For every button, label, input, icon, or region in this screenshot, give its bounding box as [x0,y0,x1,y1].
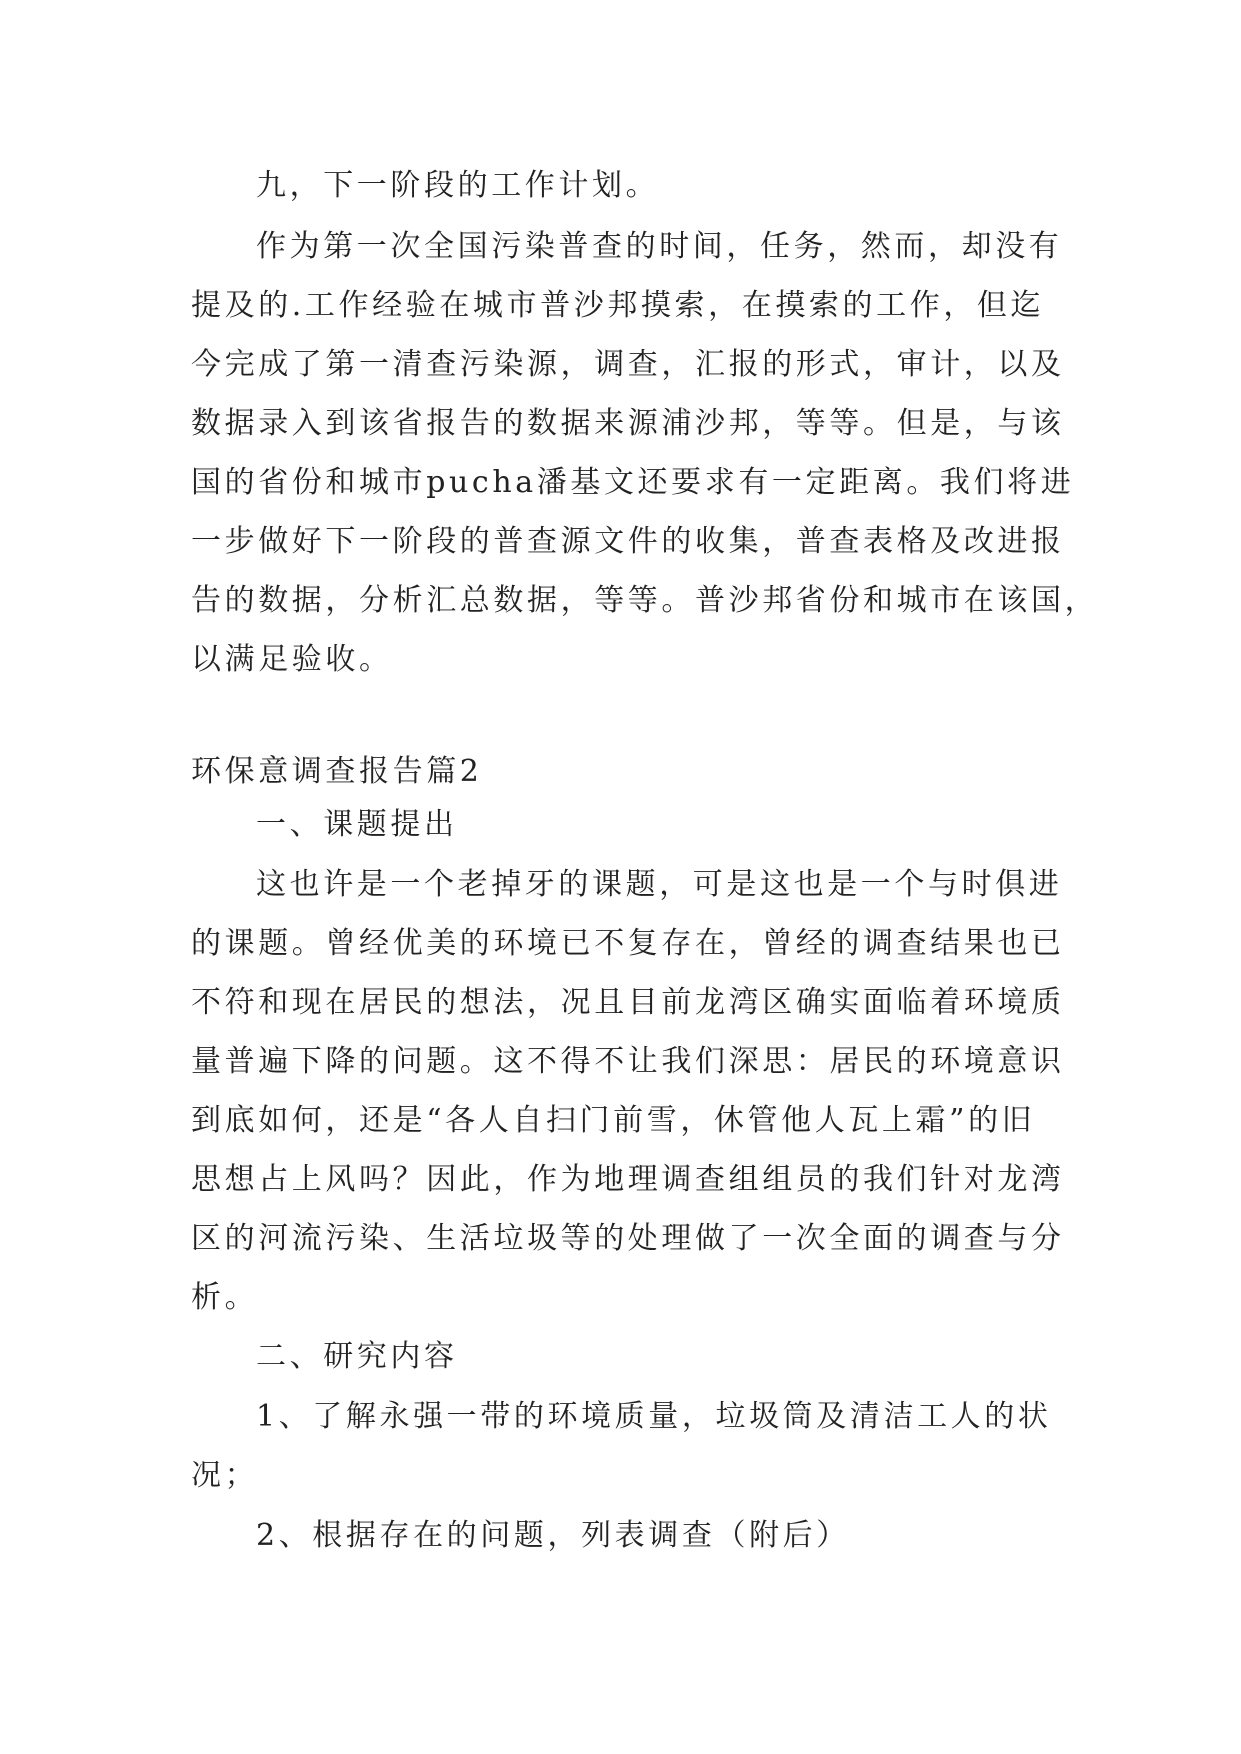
section-heading-research: 二、研究内容 [256,1339,458,1374]
list-item-line: 况； [191,1458,259,1493]
paragraph-line: 析。 [191,1280,259,1315]
paragraph-line: 一步做好下一阶段的普查源文件的收集，普查表格及改进报 [191,524,1065,559]
list-item-line: 1、了解永强一带的环境质量，垃圾筒及清洁工人的状 [256,1399,1052,1434]
paragraph-line: 提及的.工作经验在城市普沙邦摸索，在摸索的工作，但迄 [191,288,1045,323]
paragraph-line: 作为第一次全国污染普查的时间，任务，然而，却没有 [256,229,1063,264]
paragraph-line: 不符和现在居民的想法，况且目前龙湾区确实面临着环境质 [191,985,1065,1020]
paragraph-line: 以满足验收。 [191,642,393,677]
paragraph-line: 思想占上风吗？因此，作为地理调查组组员的我们针对龙湾 [191,1162,1065,1197]
paragraph-line: 这也许是一个老掉牙的课题，可是这也是一个与时俱进 [256,867,1063,902]
paragraph-line: 到底如何，还是“各人自扫门前雪，休管他人瓦上霜”的旧 [191,1103,1036,1138]
paragraph-line: 告的数据，分析汇总数据，等等。普沙邦省份和城市在该国， [191,583,1099,618]
paragraph-line: 的课题。曾经优美的环境已不复存在，曾经的调查结果也已 [191,926,1065,961]
list-item-line: 2、根据存在的问题，列表调查（附后） [256,1518,850,1553]
section-heading-topic: 一、课题提出 [256,807,458,842]
paragraph-line: 数据录入到该省报告的数据来源浦沙邦，等等。但是，与该 [191,406,1065,441]
paragraph-line: 区的河流污染、生活垃圾等的处理做了一次全面的调查与分 [191,1221,1065,1256]
paragraph-line: 国的省份和城市pucha潘基文还要求有一定距离。我们将进 [191,465,1075,500]
article-title: 环保意调查报告篇2 [191,754,483,789]
paragraph-line: 量普遍下降的问题。这不得不让我们深思：居民的环境意识 [191,1044,1065,1079]
section-heading-work-plan: 九，下一阶段的工作计划。 [256,168,660,203]
paragraph-line: 今完成了第一清查污染源，调查，汇报的形式，审计，以及 [191,347,1065,382]
